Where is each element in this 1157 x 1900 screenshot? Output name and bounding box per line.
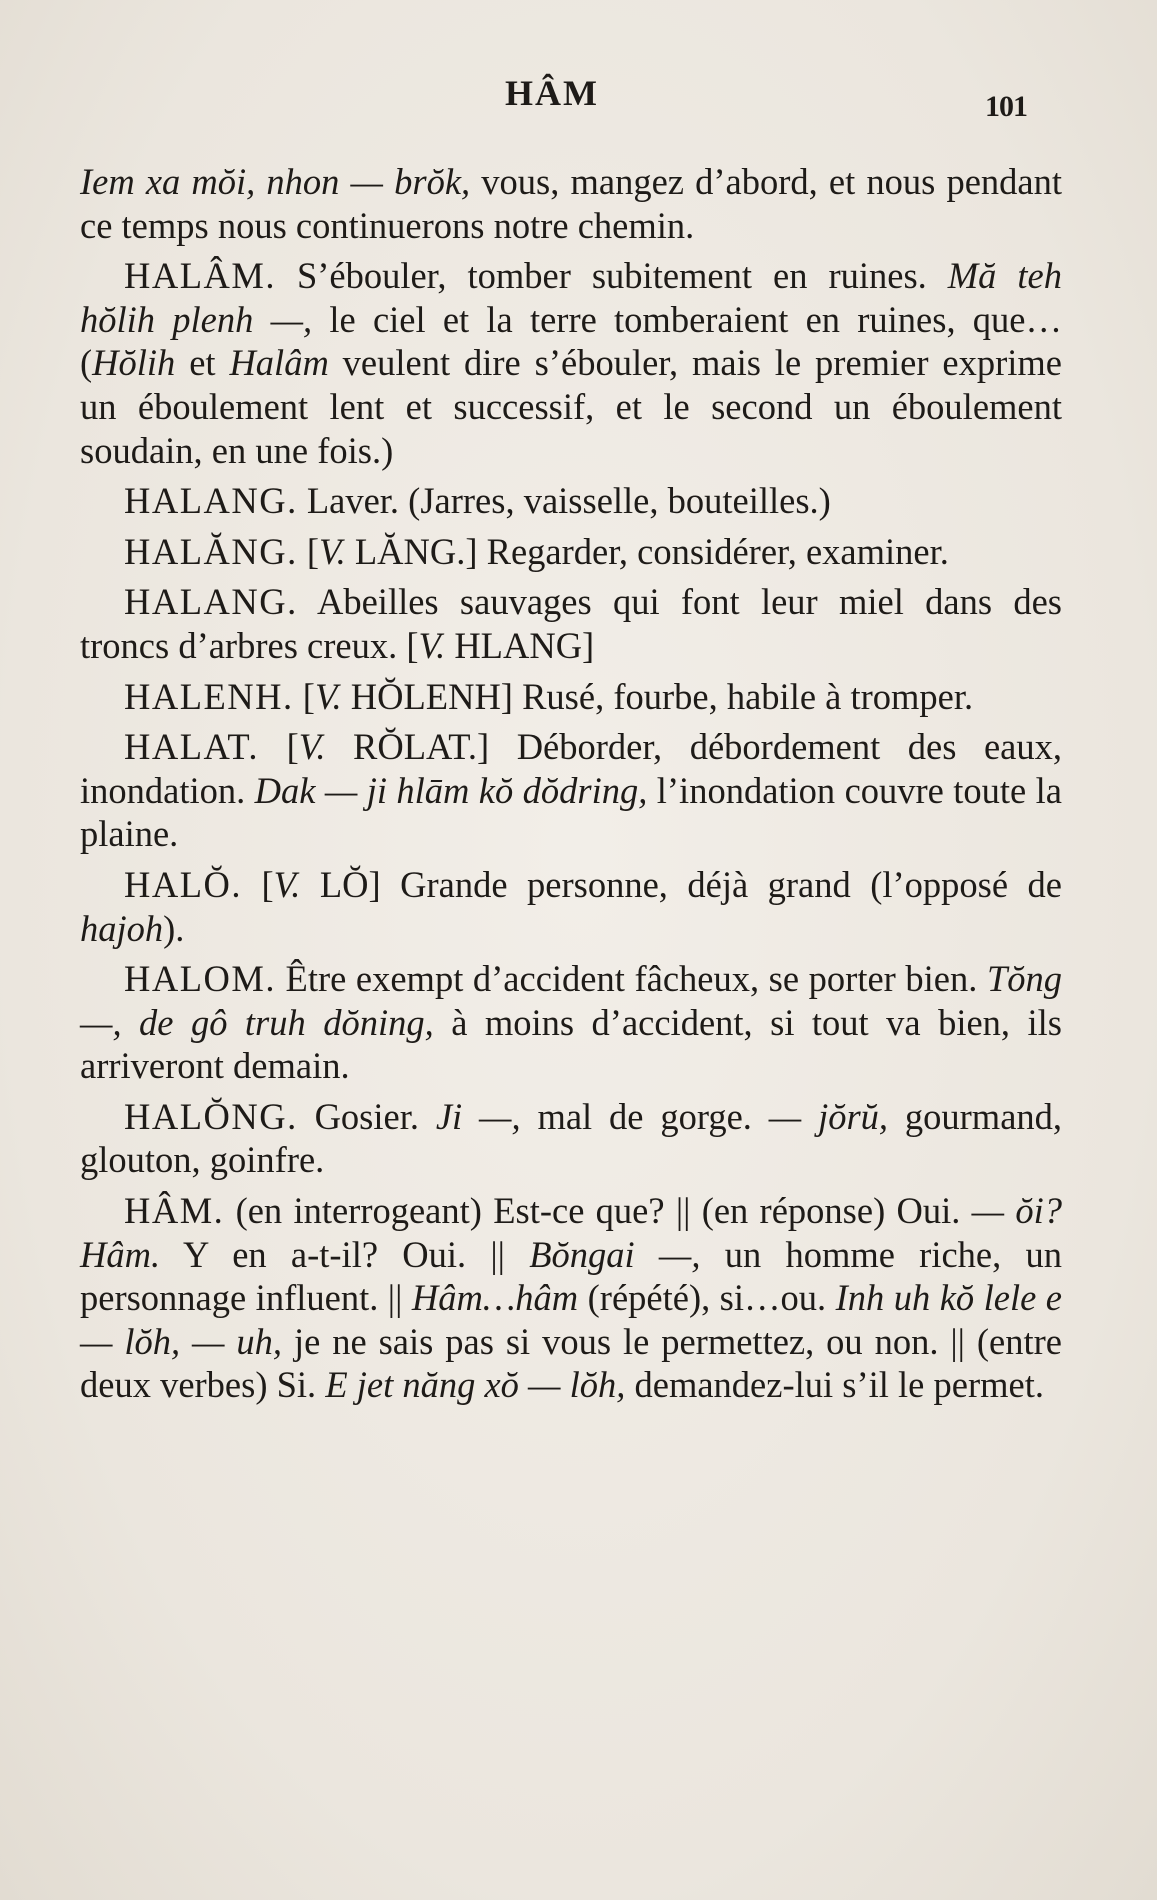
entry-text: mal de gorge. — [520, 1095, 769, 1137]
entry-text: S’ébouler, tomber subitement en ruines. — [275, 255, 948, 297]
entry-text: vous, mangez d’abord, et nous pendant ce temps nous continuerons notre chemin. — [80, 161, 1062, 246]
entry-text: et — [175, 342, 230, 384]
entry-text: RŎLAT.] Déborder, débordement des eaux, inondation. — [80, 726, 1062, 811]
entry-example: Inh uh kŏ lele e — lŏh, — uh, — [80, 1277, 1062, 1362]
entry-headword: HALAT. — [124, 726, 260, 768]
dictionary-entry — [80, 675, 1062, 719]
entry-example: V. — [314, 675, 342, 717]
entry-text: je ne sais pas si vous le permettez, ou non. || (entre deux verbes) Si. — [80, 1320, 1062, 1406]
entry-headword: HALOM. — [124, 958, 276, 1000]
entry-continuation — [80, 160, 1062, 247]
entry-example: — jŏrŭ, — [768, 1095, 889, 1137]
entry-text: [ — [293, 675, 315, 717]
entry-text: [ — [297, 530, 319, 572]
entry-text: [ — [242, 863, 274, 905]
dictionary-entry — [80, 254, 1062, 472]
entry-headword: HALÂM. — [124, 255, 276, 297]
entry-example: hajoh — [80, 907, 164, 949]
dictionary-entry — [80, 1189, 1062, 1407]
dictionary-entries — [80, 160, 1062, 1414]
dictionary-entry — [80, 479, 1062, 523]
page-number: 101 — [985, 90, 1027, 123]
entry-example: V. — [298, 726, 326, 768]
entry-headword: HALŎNG. — [124, 1095, 298, 1137]
entry-headword: HALŎ. — [124, 863, 242, 905]
entry-text: Abeilles sauvages qui font leur miel dans des troncs d’arbres creux. [ — [80, 581, 1062, 666]
entry-text: demandez-lui s’il le permet. — [625, 1364, 1044, 1406]
entry-text: Gosier. — [297, 1095, 436, 1137]
entry-text: l’inondation couvre toute la plaine. — [80, 769, 1062, 855]
entry-example: V. — [273, 863, 301, 905]
entry-text: Y en a-t-il? Oui. || — [160, 1233, 530, 1275]
entry-headword: HALANG. — [124, 581, 298, 623]
entry-headword: HÂM. — [124, 1190, 225, 1232]
entry-example: E jet năng xŏ — lŏh, — [325, 1364, 626, 1406]
dictionary-entry — [80, 725, 1062, 856]
entry-text: LŎ] Grande personne, déjà grand (l’opposé de — [300, 863, 1063, 905]
entry-example: Halâm — [229, 342, 329, 384]
entry-text: le ciel et la terre tomberaient en ruines, que… ( — [80, 298, 1063, 384]
entry-example: Hŏlih — [92, 342, 176, 384]
entry-example: Hâm…hâm — [411, 1277, 579, 1319]
entry-text: gourmand, glouton, goinfre. — [80, 1095, 1063, 1181]
dictionary-entry — [80, 1095, 1062, 1182]
entry-example: V. — [418, 624, 446, 666]
entry-headword: HALĂNG. — [124, 530, 298, 572]
entry-text: veulent dire s’ébouler, mais le premier exprime un éboulement lent et successif, et le second un éboulement soudain, en une fois.) — [80, 342, 1063, 471]
dictionary-entry — [80, 957, 1062, 1088]
dictionary-entry — [80, 530, 1062, 574]
entry-example: Bŏngai —, — [529, 1233, 701, 1275]
entry-text: (en interrogeant) Est-ce que? || (en réponse) Oui. — [224, 1190, 972, 1232]
entry-headword: HALANG. — [124, 480, 298, 522]
entry-text: Laver. (Jarres, vaisselle, bouteilles.) — [297, 480, 831, 522]
entry-example: Tŏng —, de gô truh dŏning, — [80, 958, 1062, 1043]
running-head — [0, 72, 1157, 123]
entry-text: ). — [163, 907, 185, 949]
entry-text: HLANG] — [445, 624, 595, 666]
entry-text: HŎLENH] Rusé, fourbe, habile à tromper. — [341, 675, 974, 717]
entry-example: — ŏi? Hâm. — [80, 1190, 1062, 1275]
running-head-word: HÂM — [505, 73, 599, 113]
entry-example: Mă teh hŏlih plenh —, — [80, 255, 1062, 340]
entry-text: Être exempt d’accident fâcheux, se porter bien. — [275, 958, 987, 1000]
entry-text: (répété), si…ou. — [578, 1277, 836, 1319]
entry-text: à moins d’accident, si tout va bien, ils arriveront demain. — [80, 1001, 1062, 1087]
entry-text: [ — [259, 726, 299, 768]
dictionary-entry — [80, 580, 1062, 667]
entry-example: Iem xa mŏi, nhon — brŏk, — [80, 161, 471, 202]
entry-example: Ji —, — [435, 1095, 521, 1137]
entry-example: V. — [319, 530, 346, 572]
entry-text: un homme riche, un personnage influent. || — [80, 1233, 1062, 1319]
entry-text: LĂNG.] Regarder, considérer, examiner. — [345, 530, 949, 572]
dictionary-entry — [80, 863, 1062, 950]
entry-example: Dak — ji hlām kŏ dŏdring, — [254, 769, 648, 811]
entry-headword: HALENH. — [124, 675, 294, 717]
